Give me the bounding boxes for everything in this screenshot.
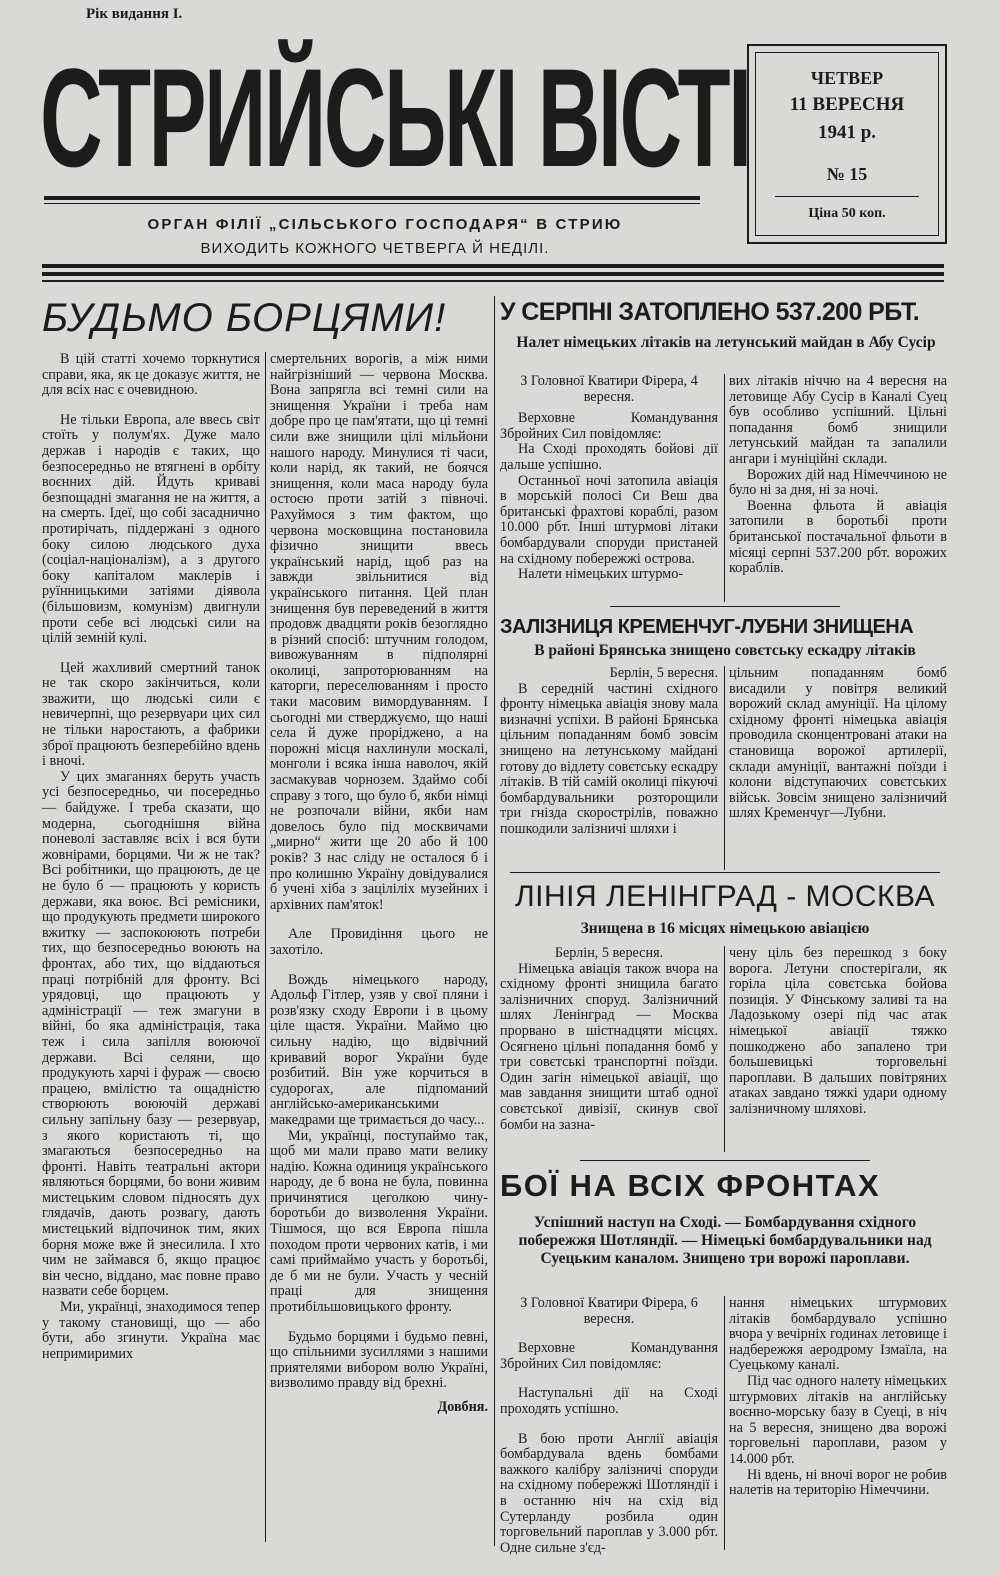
paragraph: Военна фльота й авіація затопили в боротьбі проти британської постачальної фльоти в місяці серпні 537.200 рбт. ворожих кораблів. xyxy=(729,497,947,577)
paragraph: Ми, українці, знаходимося тепер у такому становищі, що — або бути, або згинути. Україна має непримиримих xyxy=(42,1299,260,1362)
date-box xyxy=(747,44,947,244)
article4-column-1 xyxy=(500,946,718,1156)
column-divider xyxy=(724,1296,725,1550)
paragraph: У цих змаганнях беруть участь усі безпосередньо, чи посередньо — байдуже. І треба сказати, що модерна, сьогоднішня війна поневолі заставляє всіх і вся бути жовнірами, борцями. Чи ж не так? Всі робітники, що працюють, де це не було б — працюють у користь держави, яка воює. Всі ремісники, що продукують предмети широкого вжитку — заспокоюють потреби тих, що безпосередньо воюють на фронтах, або тих, що віддаються праці потрібній для фронту. Всі урядовці, що працюють у адміністрації — теж змагуни в війні, бо яка адміністрація, така теж і сила запілля воюючої держави. Всі селяни, що продукують харчі і фураж — своєю працею, вмілістю та ощадністю створюють воюючій державі сильну запільну базу — резервуар, з якого користають ті, що змагаються безпосередньо на фронті. Навіть театральні актори являються борцями, бо вони живим мистецьким словом підносять дух глядачів, дають розвагу, дають мистецький відпочинок тим, яких борня може вже й знесилила. І хто чим не займався б, якщо працює він чесно, віддано, має повне право назвати себе борцем. xyxy=(42,768,260,1300)
schedule-line: ВИХОДИТЬ КОЖНОГО ЧЕТВЕРГА Й НЕДІЛІ. xyxy=(200,240,550,257)
column-divider xyxy=(265,352,266,1542)
article5-subhead: Успішний наступ на Сході. — Бомбардування східного побережжя Шотляндії. — Німецькі бомбардувальники над Суецьким каналом. Знищено три ворожі пароплави. xyxy=(518,1214,932,1267)
article1-column-1 xyxy=(42,352,260,1552)
article3-column-2 xyxy=(729,666,947,870)
masthead-rule xyxy=(44,196,700,200)
header-rule-2 xyxy=(42,272,944,276)
paragraph: Німецька авіація також вчора на східному фронті знищила багато залізничних споруд. Залізничний шлях Ленінград — Москва прорвано в шістнадцяти місцях. Осягнено цільні попадання бомб у три совєтські транспортні поїзди. Один загін німецької авіації, що мав завдання знищити штаб одної совєтської дивізії, скинув свої бомби на зазна- xyxy=(500,960,718,1133)
column-divider xyxy=(724,666,725,870)
article3-subhead: В районі Брянська знищено совєтську ескадру літаків xyxy=(534,642,916,659)
organ-line: ОРГАН ФІЛІЇ „СІЛЬСЬКОГО ГОСПОДАРЯ“ В СТРИЮ xyxy=(147,216,623,233)
header-rule-1 xyxy=(42,264,944,268)
issue-date: 11 ВЕРЕСНЯ xyxy=(789,94,905,115)
article2-column-1 xyxy=(500,374,718,604)
paragraph: вих літаків ніччю на 4 вересня на летовище Абу Сусір в Каналі Суец був особливо успішний. Цільні попадання бомб знищили летунський майдан та запалили ангари і муніційні склади. xyxy=(729,373,947,467)
paragraph: Але Провидіння цього не захотіло. xyxy=(270,926,488,958)
header-rule-3 xyxy=(42,280,944,282)
paragraph: В цій статті хочемо торкнутися справи, яка, як це доказує життя, не для всіх нас є очевидною. xyxy=(42,351,260,399)
paragraph: Налети німецьких штурмо- xyxy=(518,566,684,583)
article4-headline: ЛІНІЯ ЛЕНІНГРАД - МОСКВА xyxy=(514,880,936,913)
article1-author: Довбня. xyxy=(437,1399,488,1415)
dateline: З Головної Кватири Фірера, 4 вересня. xyxy=(520,373,698,405)
article5-headline: БОЇ НА ВСІХ ФРОНТАХ xyxy=(500,1168,881,1203)
article2-headline: У СЕРПНІ ЗАТОПЛЕНО 537.200 РБТ. xyxy=(500,298,920,326)
masthead-rule-thin xyxy=(44,203,700,204)
paragraph: цільним попаданням бомб висадили у повітря великий ворожий склад амуніції. На цілому східному фронті німецька авіація проводила сконцентровані атаки на становища ворожої артилерії, склади амуніції, вантажні поїзди і колони відступаючих совєтських військ. Зовсім знищено залізничий шлях Кременчуг—Лубни. xyxy=(729,665,947,822)
article3-column-1 xyxy=(500,666,718,870)
article5-column-1 xyxy=(500,1296,718,1554)
paragraph: В бою проти Англії авіація бомбардувала вдень бомбами важкого калібру залізничі споруди на східному побережжі Шотляндії і в останню ніч на схід від Сутерланду розбила один торговельний пароплав у 3.000 рбт. Одне сильне з'єд- xyxy=(500,1430,718,1556)
article-separator xyxy=(580,1160,870,1161)
paragraph: Цей жахливий смертний танок не так скоро закінчиться, коли зважити, що людські сили є невичерпні, що резервуари цих сил не тільки наростають, а фабрики зброї працюють безперебійно вдень і вночі. xyxy=(42,659,260,770)
column-divider xyxy=(724,374,725,602)
column-divider xyxy=(724,946,725,1152)
paragraph: Ворожих дій над Німеччиною не було ні за дня, ні за ночі. xyxy=(729,466,947,499)
issue-number: № 15 xyxy=(826,164,868,184)
article3-headline: ЗАЛІЗНИЦЯ КРЕМЕНЧУГ-ЛУБНИ ЗНИЩЕНА xyxy=(500,616,914,638)
paragraph: Верховне Командування Збройних Сил повідомляє: xyxy=(500,1340,718,1372)
article1-headline: БУДЬМО БОРЦЯМИ! xyxy=(42,296,447,340)
article4-subhead: Знищена в 16 місцях німецькою авіацією xyxy=(580,920,870,937)
paragraph: Вождь німецького народу, Адольф Гітлер, узяв у свої пляни і розв'язку сходу Европи і в цьому ціле щастя. України. Маймо цю сильну надію, що відвічний кривавий ворог України буде розбитий. Він уже корчиться в судорогах, але підпоманий англійсько-американськими македрами ще тримається до часу... xyxy=(270,971,488,1128)
paragraph: смертельних ворогів, а між ними найгрізніший — червона Москва. Вона запрягла всі темні сили на знищення України і треба нам добре про це пам'ятати, що ці темні сили вже знищили цілі мільйони нашого народу. Минулися ті часи, коли нарід, як такий, не боячся знищення, коли маса народу була остоєю проти затій з півночі. Рахуймося з тим фактом, що червона московщина постановила фізично знищити ввесь український нарід, щоб раз на завжди звільнитися від українського питання. Цей план знищення був переведений в життя продовж двадцяти років безоглядно в різний спосіб: штучним голодом, вивожуванням в підполярні околиці, запроторюванням на каторги, переселюванням і просто таки масовим вимордуванням. І сьогодні ми стверджуємо, що наші села й дуже проріджено, а на порожні місця нахлинули москалі, монголи і всяка інша наволоч, якій засмакував чорнозем. Здаймо собі справу з того, що було б, якби німці не розпочали війни, якби нам довелось було під москвичами „мирно“ жити ще 20 або й 100 років? З нас сліду не осталося б і про колишню Україну довідувалися б учені хіба з заціліліх музейних і архівних пам'яток! xyxy=(270,351,488,913)
publication-year: Рік видання I. xyxy=(86,6,183,22)
article2-column-2 xyxy=(729,374,947,604)
dateline: Берлін, 5 вересня. xyxy=(609,665,718,681)
issue-year: 1941 р. xyxy=(817,122,877,143)
paragraph: Будьмо борцями і будьмо певні, що спільними зусиллями з нашими приятелями вибором волю Україні, визволимо правду від брехні. xyxy=(270,1328,488,1392)
paragraph: чену ціль без перешкод з боку ворога. Летуни спостерігали, як горіла ціла совєтська бойова позиція. У Фінському заливі та на Ладозькому озері під час атак німецької авіації тяжко пошкоджено або запалено три большевицькі торговельні пароплави. В дальших повітряних атаках завдано тяжкі удари одному залізничному шляхові. xyxy=(729,945,947,1117)
article-separator xyxy=(610,606,840,607)
paragraph: Наступальні дії на Сході проходять успішно. xyxy=(500,1385,718,1417)
paragraph: Верховне Командування Збройних Сил повідомляє: xyxy=(500,410,718,442)
paragraph: Під час одного налету німецьких штурмових літаків на англійську воєнно-морську базу в Суеці, в ніч на 5 вересня, знищено два ворожі торговельні пароплави, разом у 14.000 рбт. xyxy=(729,1372,947,1467)
article2-subhead: Налет німецьких літаків на летунський майдан в Абу Сусір xyxy=(516,334,936,351)
price: Ціна 50 коп. xyxy=(808,206,886,221)
weekday: ЧЕТВЕР xyxy=(810,68,884,88)
page-column-divider xyxy=(494,296,495,1546)
paragraph: нання німецьких штурмових літаків бомбардувало успішно вчора у вечірніх годинах летовище і надбережжя аеродрому Ізмаїла, на Суецькому каналі. xyxy=(729,1295,947,1374)
paragraph: В середній частині східного фронту німецька авіація знову мала визначні успіхи. В районі Брянська цільним попаданням бомб зовсім знищено на летунському майдані готову до відлету совєтську ескадру літаків. В тій самій околиці пікуючі бомбардувальники розторощили три гнізда скорострілів, поважно пошкодили залізничі шляхи і xyxy=(500,680,718,837)
dateline: З Головної Кватири Фірера, 6 вересня. xyxy=(520,1295,698,1327)
article4-column-2 xyxy=(729,946,947,1156)
article5-column-2 xyxy=(729,1296,947,1554)
paragraph: Ми, українці, поступаймо так, щоб ми мали право мати велику надію. Кожна одиниця українського народу, де б вона не була, повинна причинятися цеголкою чину-боротьби до визволення України. Тішмося, що вся Европа пішла походом проти червоних катів, і ми самі приймаймо участь у боротьбі, де б ми не були. Участь у чесній праці для знищення протибільшовицького фронту. xyxy=(270,1127,488,1316)
newspaper-title: СТРИЙСЬКІ ВІСТІ xyxy=(40,39,750,196)
article-separator xyxy=(510,872,940,873)
article1-column-2 xyxy=(270,352,488,1552)
price-rule xyxy=(775,196,919,197)
paragraph: Останньої ночі затопила авіація в морській полосі Си Веш два британські фрахтові кораблі, разом 10.000 рбт. Інші штурмові літаки бомбардували споруди пристаней на східному побережжі острова. xyxy=(500,472,718,567)
paragraph: На Сході проходять бойові дії дальше успішно. xyxy=(500,441,718,473)
dateline: Берлін, 5 вересня. xyxy=(554,945,664,961)
paragraph: Ні вдень, ні вночі ворог не робив налетів на територію Німеччини. xyxy=(729,1466,947,1499)
paragraph: Не тільки Европа, але ввесь світ стоїть у полум'ях. Дуже мало держав і народів є таких, що безпосередньо не втягнені в орбіту воєнних дій. Йдуть криваві безпощадні змагання не на життя, а на смерть. Ідеї, що собі засаднично протирічать, піддержані з одного боку силою людського духа (соціал-націоналізм), а з другого боку капіталом маклерів і руїнницькими затіями діявола (більшовизм, комунізм) двигнули проти себе всі людські сили на цілій земній кулі. xyxy=(42,411,260,647)
